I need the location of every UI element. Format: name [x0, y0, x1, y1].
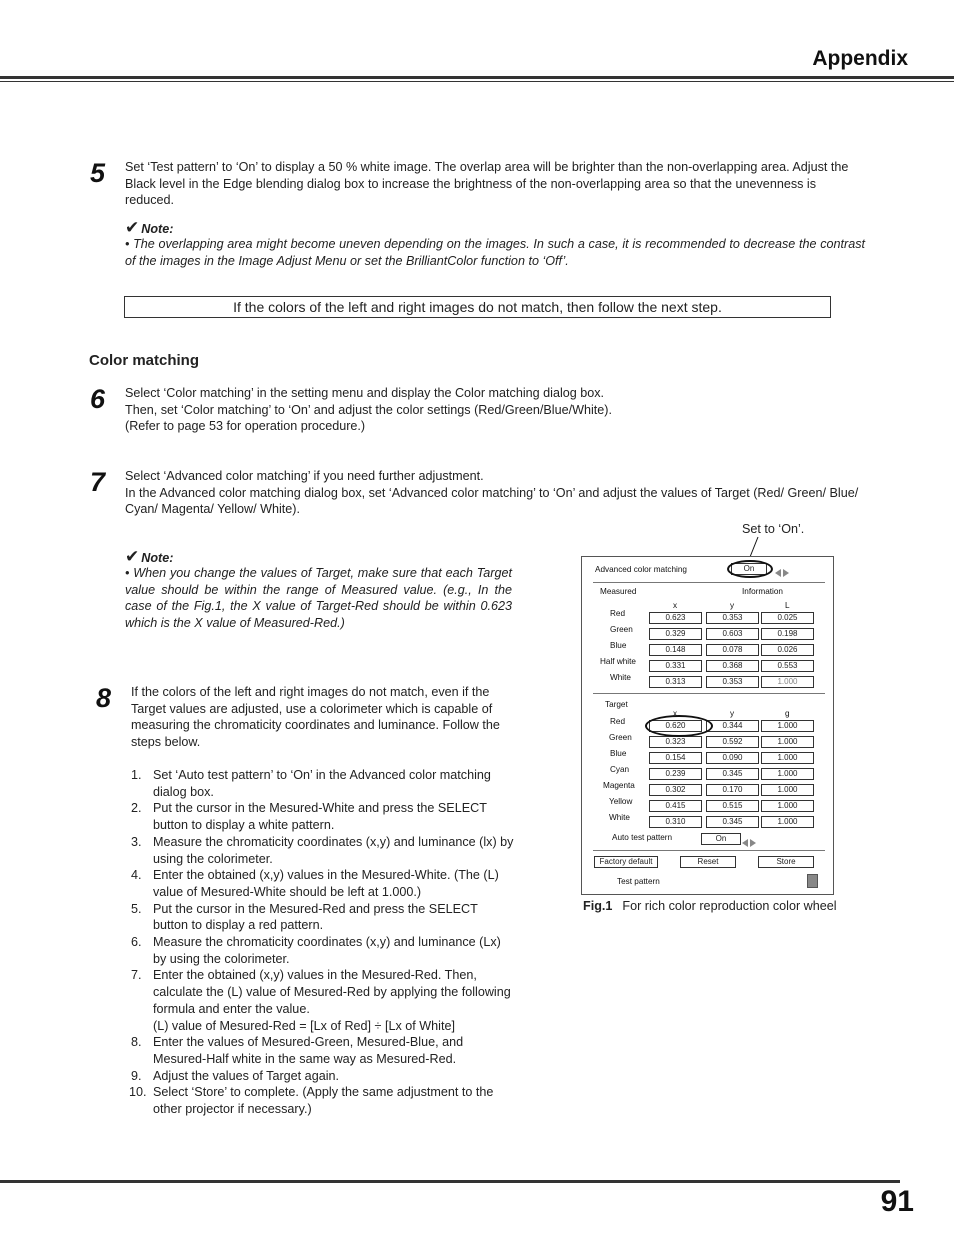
measured-label: Measured [600, 587, 637, 596]
header-rule-thin [0, 81, 954, 82]
divider [593, 582, 825, 583]
value-field[interactable]: 0.553 [761, 660, 814, 672]
column-header: y [730, 709, 735, 718]
step-6-text: Select ‘Color matching’ in the setting menu and display the Color matching dialog box. Then, set ‘Color matching’ to ‘On’ and adjust the color settings (Red/Green/Blue/White). (Refer to page 53 for operation procedure.) [125, 386, 612, 433]
row-label: Magenta [603, 781, 635, 790]
value-field[interactable]: 0.313 [649, 676, 702, 688]
reset-button[interactable]: Reset [680, 856, 736, 868]
value-field[interactable]: 0.078 [706, 644, 759, 656]
column-header: x [673, 601, 678, 610]
item-number: 3. [131, 834, 142, 849]
item-formula: (L) value of Mesured-Red = [Lx of Red] ÷ [Lx of White] [153, 1018, 455, 1033]
value-field[interactable]: 1.000 [761, 736, 814, 748]
step-5-note-text: • The overlapping area might become uneven depending on the images. In such a case, it is recommended to decrease the contrast of the images in the Image Adjust Menu or set the BrilliantColor function to ‘Off’. [125, 237, 865, 268]
item-text: Adjust the values of Target again. [153, 1068, 339, 1083]
step-8-item [131, 834, 516, 867]
step-8-item [131, 967, 516, 1034]
step-8-item [131, 1068, 516, 1085]
information-label: Information [742, 587, 783, 596]
value-field[interactable]: 0.603 [706, 628, 759, 640]
row-label: Blue [610, 641, 627, 650]
item-number: 10. [129, 1085, 147, 1100]
row-label: Cyan [610, 765, 630, 774]
value-field[interactable]: 1.000 [761, 800, 814, 812]
column-header: g [785, 709, 790, 718]
item-number: 4. [131, 868, 142, 883]
item-text: Measure the chromaticity coordinates (x,y) and luminance (lx) by using the colorimeter. [153, 834, 514, 866]
step-5-text: Set ‘Test pattern’ to ‘On’ to display a 50 % white image. The overlap area will be brighter than the non-overlapping area. Adjust the Black level in the Edge blending dialog box to increase the brightness of the non-overlapping area so that the unevenness is reduced. [125, 160, 849, 207]
figure-callout: Set to ‘On’. [742, 522, 805, 536]
step-6-number: 6 [90, 384, 106, 414]
value-field[interactable]: 0.368 [706, 660, 759, 672]
checkmark-icon: ✔ [125, 218, 140, 237]
step-8-item [131, 934, 516, 967]
row-label: Green [610, 625, 633, 634]
item-text: Put the cursor in the Mesured-White and press the SELECT button to display a white pattern. [153, 801, 487, 833]
value-field[interactable]: 0.353 [706, 612, 759, 624]
column-header: L [785, 601, 790, 610]
highlight-oval [645, 715, 713, 737]
row-label: White [609, 813, 630, 822]
step-7-note-heading: ✔ Note: [125, 547, 174, 566]
row-label: Half white [600, 657, 636, 666]
value-field[interactable]: 0.331 [649, 660, 702, 672]
step-8-number: 8 [96, 683, 112, 713]
step-5-number: 5 [90, 158, 106, 188]
highlight-oval [727, 560, 773, 578]
item-number: 8. [131, 1035, 142, 1050]
value-field[interactable]: 1.000 [761, 768, 814, 780]
value-field[interactable]: 0.345 [706, 768, 759, 780]
value-field[interactable]: 0.620 [649, 720, 702, 732]
header-rule [0, 76, 954, 79]
item-number: 9. [131, 1068, 142, 1083]
item-number: 1. [131, 768, 142, 782]
item-text: Set ‘Auto test pattern’ to ‘On’ in the Advanced color matching dialog box. [153, 768, 491, 799]
value-field[interactable]: 0.515 [706, 800, 759, 812]
step-8-item [131, 901, 516, 934]
value-field[interactable]: 0.198 [761, 628, 814, 640]
value-field[interactable]: 1.000 [761, 752, 814, 764]
auto-test-pattern-toggle[interactable]: On [701, 833, 741, 845]
dialog-title: Advanced color matching [595, 565, 687, 574]
step-7-number: 7 [90, 467, 106, 497]
value-field[interactable]: 1.000 [761, 784, 814, 796]
step-8-item [131, 1084, 516, 1117]
row-label: Yellow [609, 797, 633, 806]
value-field[interactable]: 0.345 [706, 816, 759, 828]
footer-rule [0, 1180, 900, 1183]
value-field[interactable]: 0.302 [649, 784, 702, 796]
value-field[interactable]: 0.323 [649, 736, 702, 748]
divider [593, 850, 825, 851]
item-text: Measure the chromaticity coordinates (x,y) and luminance (Lx) by using the colorimeter. [153, 935, 501, 966]
step-8-item [131, 867, 516, 900]
step-8-intro: If the colors of the left and right images do not match, even if the Target values are adjusted, use a colorimeter which is capable of measuring the chromaticity coordinates and luminance. Follow the steps below. [131, 685, 500, 749]
step-8-item [131, 1034, 516, 1067]
row-label: Red [610, 609, 626, 618]
column-header: x [673, 709, 678, 718]
step-7-note-text: • When you change the values of Target, make sure that each Target value should be within the range of Measured value. (e.g., In the case of the Fig.1, the X value of Target-Red should be within 0.623 which is the X value of Measured-Red.) [125, 566, 512, 630]
left-right-arrows-icon[interactable] [775, 564, 789, 582]
step-5-note-heading: ✔ Note: [125, 218, 174, 237]
value-field[interactable]: 0.592 [706, 736, 759, 748]
page-number: 91 [880, 1185, 914, 1218]
value-field[interactable]: 0.148 [649, 644, 702, 656]
value-field[interactable]: 1.000 [761, 816, 814, 828]
advanced-color-matching-toggle[interactable]: On [731, 563, 767, 575]
store-button[interactable]: Store [758, 856, 814, 868]
value-field[interactable]: 0.310 [649, 816, 702, 828]
step-7-text: Select ‘Advanced color matching’ if you need further adjustment. In the Advanced color matching dialog box, set ‘Advanced color matching’ to ‘On’ and adjust the values of Target (Red/ Green/ Blue/ Cyan/ Magenta/ Yellow/ White). [125, 469, 859, 516]
step-8-item [131, 800, 516, 833]
next-step-notice: If the colors of the left and right images do not match, then follow the next step. [124, 296, 831, 318]
value-field[interactable]: 0.170 [706, 784, 759, 796]
item-number: 7. [131, 968, 142, 983]
value-field[interactable]: 0.623 [649, 612, 702, 624]
item-text: Enter the values of Mesured-Green, Mesured-Blue, and Mesured-Half white in the same way as Mesured-Red. [153, 1035, 464, 1066]
item-text: Enter the obtained (x,y) values in the Mesured-White. (The (L) value of Mesured-White should be left at 1.000.) [153, 868, 499, 899]
test-pattern-label: Test pattern [617, 877, 660, 886]
item-text: Select ‘Store’ to complete. (Apply the same adjustment to the other projector if necessary.) [153, 1085, 494, 1117]
section-title: Color matching [89, 352, 200, 369]
target-label: Target [605, 700, 628, 709]
step-8-item [131, 767, 516, 800]
column-header: y [730, 601, 735, 610]
test-pattern-icon[interactable] [807, 874, 818, 888]
row-label: Blue [610, 749, 627, 758]
value-field[interactable]: 0.415 [649, 800, 702, 812]
value-field[interactable]: 0.025 [761, 612, 814, 624]
item-number: 6. [131, 935, 142, 950]
divider [593, 693, 825, 694]
value-field[interactable]: 0.090 [706, 752, 759, 764]
checkmark-icon: ✔ [125, 547, 140, 566]
row-label: White [610, 673, 631, 682]
value-field[interactable]: 0.344 [706, 720, 759, 732]
item-number: 5. [131, 901, 142, 916]
value-field[interactable]: 1.000 [761, 676, 814, 688]
step-8-list [131, 767, 516, 1118]
value-field[interactable]: 0.026 [761, 644, 814, 656]
figure-caption: Fig.1 For rich color reproduction color wheel [583, 899, 837, 913]
value-field[interactable]: 0.329 [649, 628, 702, 640]
value-field[interactable]: 0.154 [649, 752, 702, 764]
row-label: Green [609, 733, 632, 742]
row-label: Red [610, 717, 626, 726]
item-number: 2. [131, 801, 142, 816]
item-text: Put the cursor in the Mesured-Red and press the SELECT button to display a red pattern. [153, 901, 478, 933]
advanced-color-matching-dialog [581, 556, 834, 895]
value-field[interactable]: 1.000 [761, 720, 814, 732]
auto-test-pattern-label: Auto test pattern [612, 833, 673, 842]
page-header-title: Appendix [812, 47, 908, 70]
item-text: Enter the obtained (x,y) values in the Mesured-Red. Then, calculate the (L) value of Mesured-Red by applying the following formula and enter the value. [153, 968, 511, 1016]
value-field[interactable]: 0.239 [649, 768, 702, 780]
factory-default-button[interactable]: Factory default [594, 856, 658, 868]
value-field[interactable]: 0.353 [706, 676, 759, 688]
